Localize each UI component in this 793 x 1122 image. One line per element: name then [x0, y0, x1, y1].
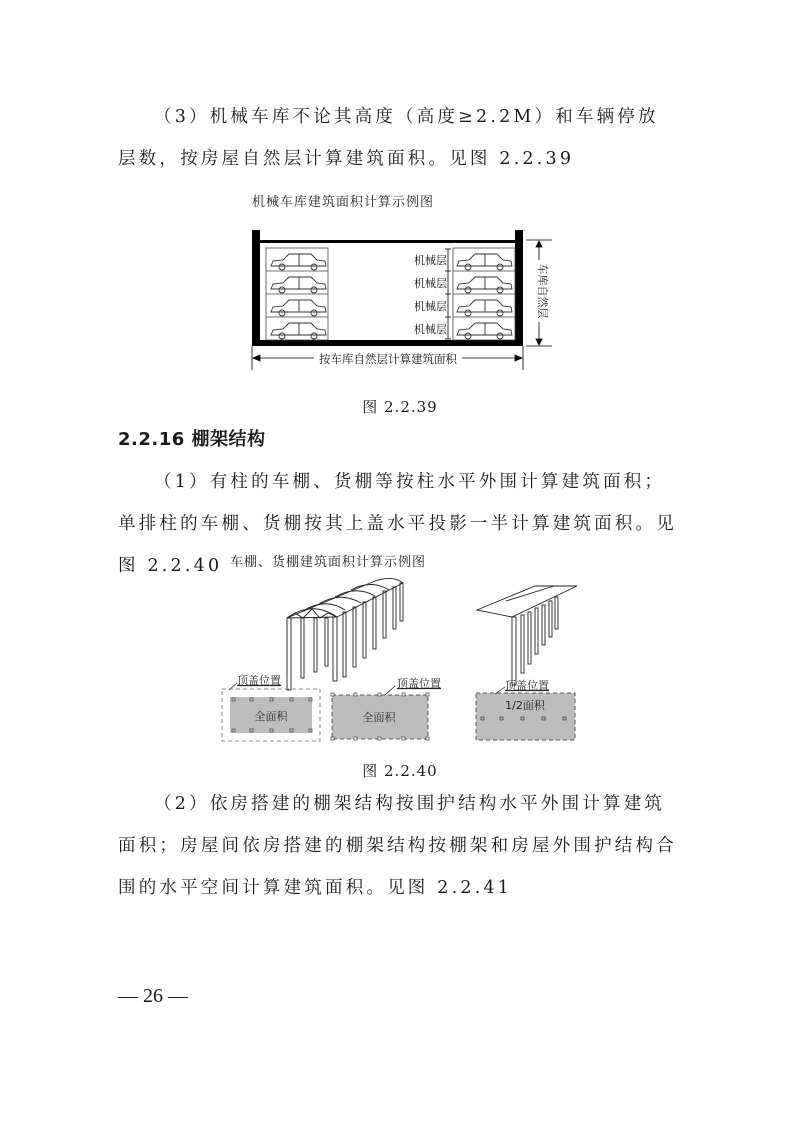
figure-39-caption: 图 2.2.39 [362, 398, 438, 416]
vertical-dimension-label: 车库自然层 [536, 263, 549, 319]
layer-label: 机械层 [414, 300, 447, 313]
layer-label: 机械层 [414, 254, 447, 267]
figure-39-title: 机械车库建筑面积计算示例图 [252, 195, 435, 210]
paragraph-attached-shed: （2）依房搭建的棚架结构按围护结构水平外围计算建筑面积；房屋间依房搭建的棚架结构按棚架和房屋外围护结构合围的水平空间计算建筑面积。见图 2.2.41 [118, 794, 677, 898]
figure-40-shed-diagram [215, 575, 595, 750]
layer-label: 机械层 [414, 323, 447, 336]
horizontal-dimension-label: 按车库自然层计算建筑面积 [319, 352, 457, 366]
paragraph-shed-columns: （1）有柱的车棚、货棚等按柱水平外围计算建筑面积；单排柱的车棚、货棚按其上盖水平投影一半计算建筑面积。见图 2.2.40 [118, 472, 677, 576]
roof-position-label: 顶盖位置 [397, 677, 441, 690]
section-heading: 2.2.16 棚架结构 [118, 429, 266, 450]
layer-label: 机械层 [414, 277, 447, 290]
page-number: — 26 — [118, 985, 188, 1007]
panel-label: 1/2面积 [505, 699, 545, 712]
figure-40-title: 车棚、货棚建筑面积计算示例图 [230, 555, 427, 570]
figure-39-mechanical-garage-diagram [248, 222, 558, 372]
panel-label: 全面积 [254, 710, 288, 723]
panel-label: 全面积 [362, 711, 396, 724]
paragraph-mechanical-garage: （3）机械车库不论其高度（高度≥2.2M）和车辆停放层数，按房屋自然层计算建筑面积。见图 2.2.39 [118, 107, 659, 169]
figure-40-caption: 图 2.2.40 [362, 762, 438, 780]
roof-position-label: 顶盖位置 [237, 674, 281, 687]
roof-position-label: 顶盖位置 [505, 679, 549, 692]
